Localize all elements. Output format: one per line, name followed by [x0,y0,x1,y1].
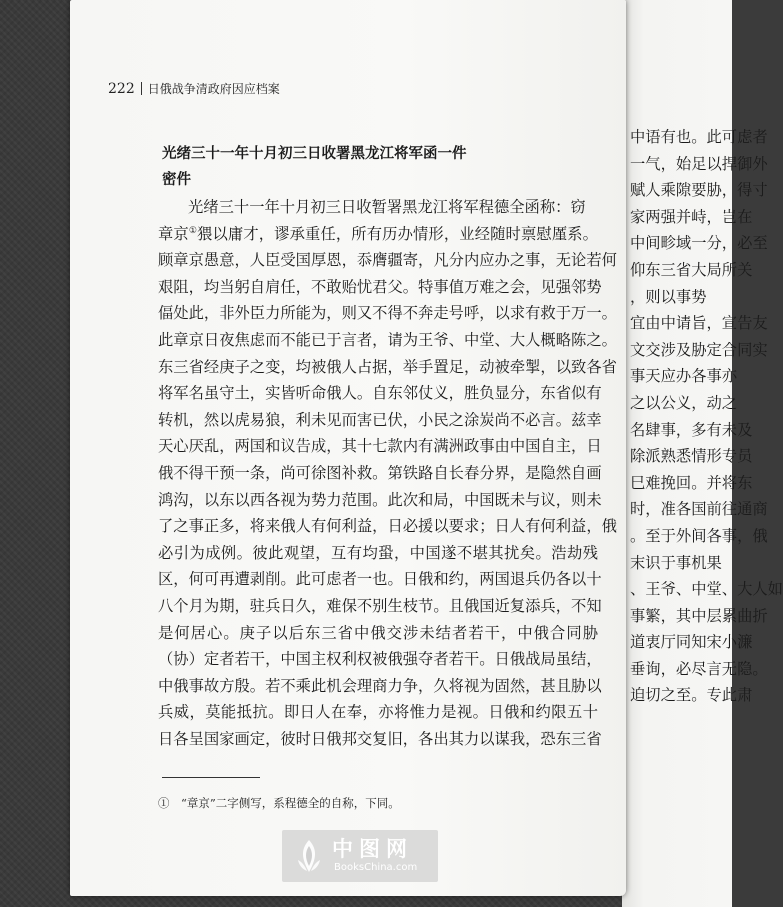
body-line: 俄不得干预一条，尚可徐图补救。第铁路自长春分界，是隐然自画 [158,463,602,482]
body-line: 将军名虽守土，实皆听命俄人。自东邻仗义，胜负显分，东省似有 [158,384,602,403]
body-line: 鸿沟，以东以西各视为势力范围。此次和局，中国既未与议，则未 [158,490,602,509]
body-line: （协）定者若干，中国主权利权被俄强夺者若干。日俄战局虽结， [158,650,602,669]
body-text [158,194,617,752]
facing-page-line: 一气，始足以捍御外 [630,154,768,173]
footnote-marker: ① [188,225,198,236]
facing-page-line: 宜由中请旨，宣告友 [630,314,768,333]
body-line: 兵威，莫能抵抗。即日人在奉，亦将惟力是视。日俄和约限五十 [158,703,598,722]
body-line: 顾章京愚意，人臣受国厚恩，忝膺疆寄，凡分内应办之事，无论若何 [158,251,617,270]
facing-page-text [630,124,783,709]
facing-page-line: 文交涉及胁定合同实 [630,340,768,359]
page-number: 222 [108,81,135,97]
body-line: 区，何可再遭剥削。此可虑者一也。日俄和约，两国退兵仍各以十 [158,570,602,589]
watermark-name-en: BooksChina.com [334,862,418,873]
body-line: 光绪三十一年十月初三日收暂署黑龙江将军程德全函称：窃 [188,198,586,216]
watermark-name-cn: 中图网 [332,837,413,861]
facing-page-line: 垂询，必尽言无隐。 [630,659,768,678]
body-line: 东三省经庚子之变，均被俄人占据，举手置足，动被牵掣，以致各省 [158,357,617,376]
facing-page-line: 事天应办各事亦 [630,367,738,386]
facing-page [622,0,783,907]
facing-page-line: 道衷厅同知宋小濂 [630,633,753,652]
section-title: 光绪三十一年十月初三日收署黑龙江将军函一件 [162,146,467,162]
facing-page-line: 仰东三省大局所关 [630,260,753,279]
body-line: 日各呈国家画定，彼时日俄邦交复旧，各出其力以谋我，恐东三省 [158,729,602,748]
body-line: 八个月为期，驻兵日久，难保不别生枝节。且俄国近复添兵，不知 [158,596,602,615]
facing-page-line: ，则以事势 [630,287,707,306]
facing-page-line: 。至于外间各事，俄 [630,526,768,545]
facing-page-line: 巳难挽回。并将东 [630,473,753,492]
facing-page-line: 家两强并峙，岂在 [630,207,753,226]
facing-page-line: 中语有也。此可虑者 [630,128,768,146]
body-line: 偪处此，非外臣力所能为，则又不得不奔走号呼，以求有救于万一。 [158,304,617,323]
section-subtitle: 密件 [162,172,191,188]
facing-page-line: 末识于事机果 [630,553,722,572]
facing-page-line: 、王爷、中堂、大人如 [630,580,783,599]
facing-page-line: 事繁，其中层累曲折 [630,606,768,625]
facing-page-line: 之以公义，动之 [630,393,738,412]
body-line: 是何居心。庚子以后东三省中俄交涉未结者若干，中俄合同胁 [158,623,598,642]
body-line: 天心厌乱，两国和议告成，其十七款内有满洲政事由中国自主，日 [158,437,602,456]
flame-leaf-logo-icon [294,838,324,874]
body-line: 此章京日夜焦虑而不能已于言者，请为王爷、中堂、大人概略陈之。 [158,330,617,349]
running-title: 日俄战争清政府因应档案 [147,82,280,96]
body-line: 艰阻，均当躬自肩任，不敢贻忧君父。特事值万难之会，见强邻势 [158,277,602,296]
header-divider [141,82,142,95]
facing-page-line: 迫切之至。专此肃 [630,686,753,705]
body-line: 必引为成例。彼此观望，互有均蛩，中国遂不堪其扰矣。浩劫残 [158,543,598,562]
facing-page-line: 赋人乘隙要胁，得寸 [630,181,768,200]
facing-page-line: 除派熟悉情形专员 [630,447,753,466]
running-head [108,80,280,97]
facing-page-line: 中间畛域一分，必至 [630,234,768,253]
body-line: 中俄事故方殷。若不乘此机会理商力争，久将视为固然，甚且胁以 [158,676,602,695]
body-line: 转机，然以虎易狼，利未见而害已伏，小民之涂炭尚不必言。兹幸 [158,410,602,429]
watermark [282,830,438,882]
facing-page-line: 名肆事，多有未及 [630,420,753,439]
body-line: 了之事正多，将来俄人有何利益，日必援以要求；日人有何利益，俄 [158,517,617,536]
footnote-rule [162,777,260,778]
facing-page-line: 时，准各国前往通商 [630,500,768,519]
body-line: 章京①猥以庸才，谬承重任，所有历办情形，业经随时禀慰厪系。 [158,224,598,243]
footnote: ① “章京”二字侧写，系程德全的自称，下同。 [158,796,400,810]
